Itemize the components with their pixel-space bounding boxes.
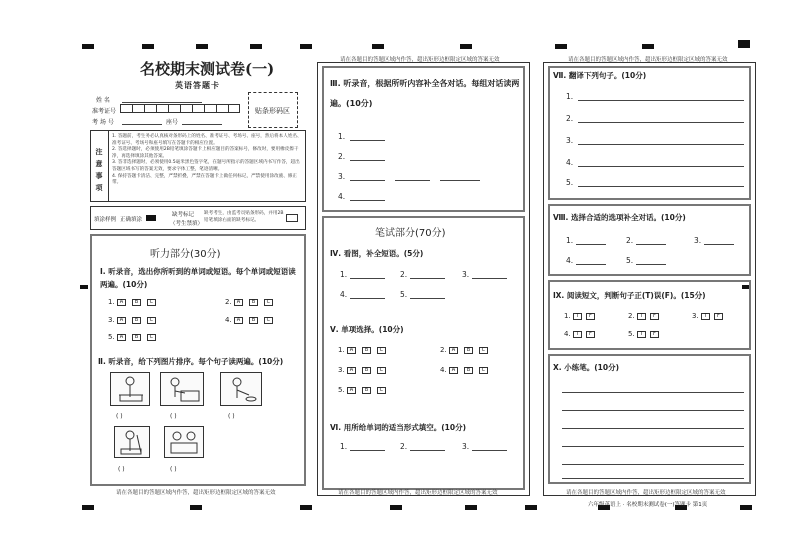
q5-title: Ⅴ. 单项选择。(10分) [330,325,404,334]
option-b[interactable]: B [464,347,473,354]
option-c[interactable]: C [264,299,273,306]
page-subtitle: 英语答题卡 [175,80,220,90]
option-t[interactable]: T [701,313,710,320]
fill-correct-mark [146,215,156,221]
fill-sample-label: 填涂样例 [94,217,117,223]
answer-line[interactable] [350,298,385,299]
answer-line[interactable] [576,264,606,265]
picture-4 [114,426,150,458]
writing-line[interactable] [562,478,744,479]
rules-text [112,134,302,187]
rules-heading: 注 意 事 项 [95,148,103,192]
option-c[interactable]: C [147,299,156,306]
column-notice: 请在各题目的答题区域内作答，超出矩形边框限定区域的答案无效 [116,490,276,496]
picture-1 [110,372,150,406]
q2-title: Ⅱ. 听录音，给下列图片排序。每个句子读两遍。(10分) [98,357,284,366]
option-c[interactable]: C [264,317,273,324]
option-b[interactable]: B [362,347,371,354]
q9-row: 5. T F [628,330,663,338]
option-t[interactable]: T [573,331,582,338]
option-b[interactable]: B [132,317,141,324]
seat-no-label: 座号 [166,119,179,126]
girl-sweeping-illustration [115,427,149,457]
timing-mark [460,44,472,49]
answer-line[interactable] [350,278,385,279]
writing-line[interactable] [562,392,744,393]
barcode-area [248,92,298,128]
column-notice: 请在各题目的答题区域内作答，超出矩形边框限定区域的答案无效 [568,57,728,63]
answer-line[interactable] [578,144,744,145]
option-a[interactable]: A [347,347,356,354]
option-c[interactable]: C [479,347,488,354]
writing-line[interactable] [562,410,744,411]
option-c[interactable]: C [377,387,386,394]
answer-paren[interactable]: ( ) [118,466,125,473]
listening-title: 听力部分(30分) [150,249,221,260]
seat-field[interactable] [122,124,162,125]
absent-mark-box[interactable] [286,214,298,222]
option-b[interactable]: B [132,334,141,341]
q8-title: Ⅷ. 选择合适的选项补全对话。(10分) [553,213,686,222]
q9-row: 4. T F [564,330,599,338]
timing-mark [465,505,477,510]
answer-line[interactable] [578,166,744,167]
answer-line[interactable] [636,264,666,265]
option-c[interactable]: C [377,367,386,374]
option-c[interactable]: C [147,334,156,341]
answer-line[interactable] [576,244,606,245]
q5-row: 1. A B C [338,346,392,354]
timing-mark [250,44,262,49]
timing-mark [372,44,384,49]
option-a[interactable]: A [117,317,126,324]
timing-mark [142,44,154,49]
kids-reading-illustration [165,427,203,457]
option-a[interactable]: A [117,334,126,341]
answer-line[interactable] [350,450,385,451]
q7-title: Ⅶ. 翻译下列句子。(10分) [553,71,647,80]
answer-paren[interactable]: ( ) [228,413,235,420]
seat-label: 考 场 号 [92,119,114,126]
answer-line[interactable] [350,140,385,141]
girl-cleaning-illustration [221,373,261,405]
option-a[interactable]: A [347,367,356,374]
option-b[interactable]: B [464,367,473,374]
option-b[interactable]: B [362,367,371,374]
column-notice: 请在各题目的答题区域内作答，超出矩形边框限定区域的答案无效 [338,490,498,496]
timing-mark [300,44,312,49]
option-a[interactable]: A [347,387,356,394]
option-b[interactable]: B [362,387,371,394]
answer-line[interactable] [410,278,445,279]
option-b[interactable]: B [132,299,141,306]
q1-row: 5. A B C [108,333,162,341]
barcode-label: 贴条形码区 [255,107,290,115]
written-title: 笔试部分(70分) [375,228,446,239]
q5-row: 5. A B C [338,386,392,394]
fill-correct-label: 正确填涂 [120,217,143,223]
answer-line[interactable] [472,450,507,451]
option-t[interactable]: T [573,313,582,320]
answer-line[interactable] [350,180,385,181]
q9-title: Ⅸ. 阅读短文，判断句子正(T)误(F)。(15分) [553,291,706,300]
answer-line[interactable] [578,122,744,123]
q1-title: Ⅰ. 听录音，选出你所听到的单词或短语。每个单词或短语读两遍。(10分) [100,267,296,289]
writing-line[interactable] [562,446,744,447]
picture-5 [164,426,204,458]
writing-line[interactable] [562,464,744,465]
rule-item: 1. 答题前，考生务必认真核对条形码上的姓名、准考证号、考场号、座号，然后将本人姓名、准考证号、考场号和座号填写在答题卡的相应位置。 [112,134,302,146]
timing-mark [196,44,208,49]
q5-row: 2. A B C [440,346,494,354]
answer-line[interactable] [350,200,385,201]
answer-line[interactable] [410,450,445,451]
timing-mark [82,44,94,49]
exam-no-label: 准考证号 [92,108,117,115]
option-b[interactable]: B [249,299,258,306]
option-f[interactable]: F [650,331,659,338]
option-f[interactable]: F [586,331,595,338]
option-c[interactable]: C [479,367,488,374]
answer-line[interactable] [440,180,480,181]
timing-mark [190,505,202,510]
q1-row: 2. A B C [225,298,279,306]
page-footer: 六年级英语上 · 名校期末测试卷(一)答题卡 第1页 [588,502,708,508]
timing-mark [740,505,752,510]
rule-item: 2. 答选择题时，必须使用2B铅笔填涂答题卡上相应题目的答案标号，修改时，要用橡皮擦干净，再选择填涂其他答案。 [112,147,299,159]
option-c[interactable]: C [377,347,386,354]
option-a[interactable]: A [234,299,243,306]
timing-mark [555,44,567,49]
answer-paren[interactable]: ( ) [170,466,177,473]
q9-row: 1. T F [564,312,599,320]
absent-sub: （考生禁填） [170,221,204,227]
q1-row: 1. A B C [108,298,162,306]
answer-line[interactable] [636,244,666,245]
q5-row: 3. A B C [338,366,392,374]
answer-paren[interactable]: ( ) [116,413,123,420]
timing-mark [525,505,537,510]
picture-3 [220,372,262,406]
column-notice: 请在各题目的答题区域内作答，超出矩形边框限定区域的答案无效 [566,490,726,496]
name-field[interactable] [122,102,202,103]
rule-item: 3. 答非选择题时，必须使用0.5毫米黑色签字笔，在题号所指示的答题区域内书写作答，超出答题区域书写的答案无效，要求字体工整，笔迹清晰。 [112,160,300,172]
option-a[interactable]: A [234,317,243,324]
timing-mark [80,285,88,289]
writing-line[interactable] [562,428,744,429]
column-notice: 请在各题目的答题区域内作答，超出矩形边框限定区域的答案无效 [340,57,500,63]
option-f[interactable]: F [650,313,659,320]
rule-item: 4. 保持答题卡清洁、完整，严禁折叠，严禁在答题卡上做任何标记，严禁使用涂改液、修正带。 [112,173,298,186]
seat-no-field[interactable] [182,124,222,125]
page-title: 名校期末测试卷(一) [140,60,275,78]
name-label: 姓 名 [96,97,110,104]
option-t[interactable]: T [637,331,646,338]
timing-mark [390,505,402,510]
absent-label: 缺考标记 [172,212,195,218]
answer-line[interactable] [395,180,430,181]
timing-mark [642,44,654,49]
option-c[interactable]: C [147,317,156,324]
answer-line[interactable] [704,244,734,245]
timing-mark [82,505,94,510]
q10-title: Ⅹ. 小练笔。(10分) [553,363,620,372]
q5-row: 4. A B C [440,366,494,374]
q4-title: Ⅳ. 看图，补全短语。(5分) [330,249,424,258]
picture-2 [160,372,204,406]
option-b[interactable]: B [249,317,258,324]
option-a[interactable]: A [117,299,126,306]
q1-row: 4. A B C [225,316,279,324]
girl-drawing-illustration [161,373,203,405]
q3-title: Ⅲ. 听录音，根据所听内容补全各对话。每组对话读两遍。(10分) [330,79,520,108]
answer-line[interactable] [578,100,744,101]
timing-mark [300,505,312,510]
answer-line[interactable] [410,298,445,299]
option-a[interactable]: A [449,347,458,354]
option-f[interactable]: F [714,313,723,320]
q6-title: Ⅵ. 用所给单词的适当形式填空。(10分) [330,423,466,432]
q1-row: 3. A B C [108,316,162,324]
boy-cooking-illustration [111,373,149,405]
absent-note: 缺考考生，由监考员贴条形码，并用2B铅笔填涂右面的缺考标记。 [204,211,284,223]
timing-mark [738,40,750,48]
answer-line[interactable] [350,160,385,161]
rules-divider [108,130,109,202]
option-a[interactable]: A [449,367,458,374]
exam-no-boxes[interactable] [120,104,240,113]
q9-row: 2. T F [628,312,663,320]
option-t[interactable]: T [637,313,646,320]
q9-row: 3. T F [692,312,727,320]
q7-section [548,66,751,200]
option-f[interactable]: F [586,313,595,320]
answer-line[interactable] [472,278,507,279]
answer-line[interactable] [578,186,744,187]
answer-paren[interactable]: ( ) [170,413,177,420]
